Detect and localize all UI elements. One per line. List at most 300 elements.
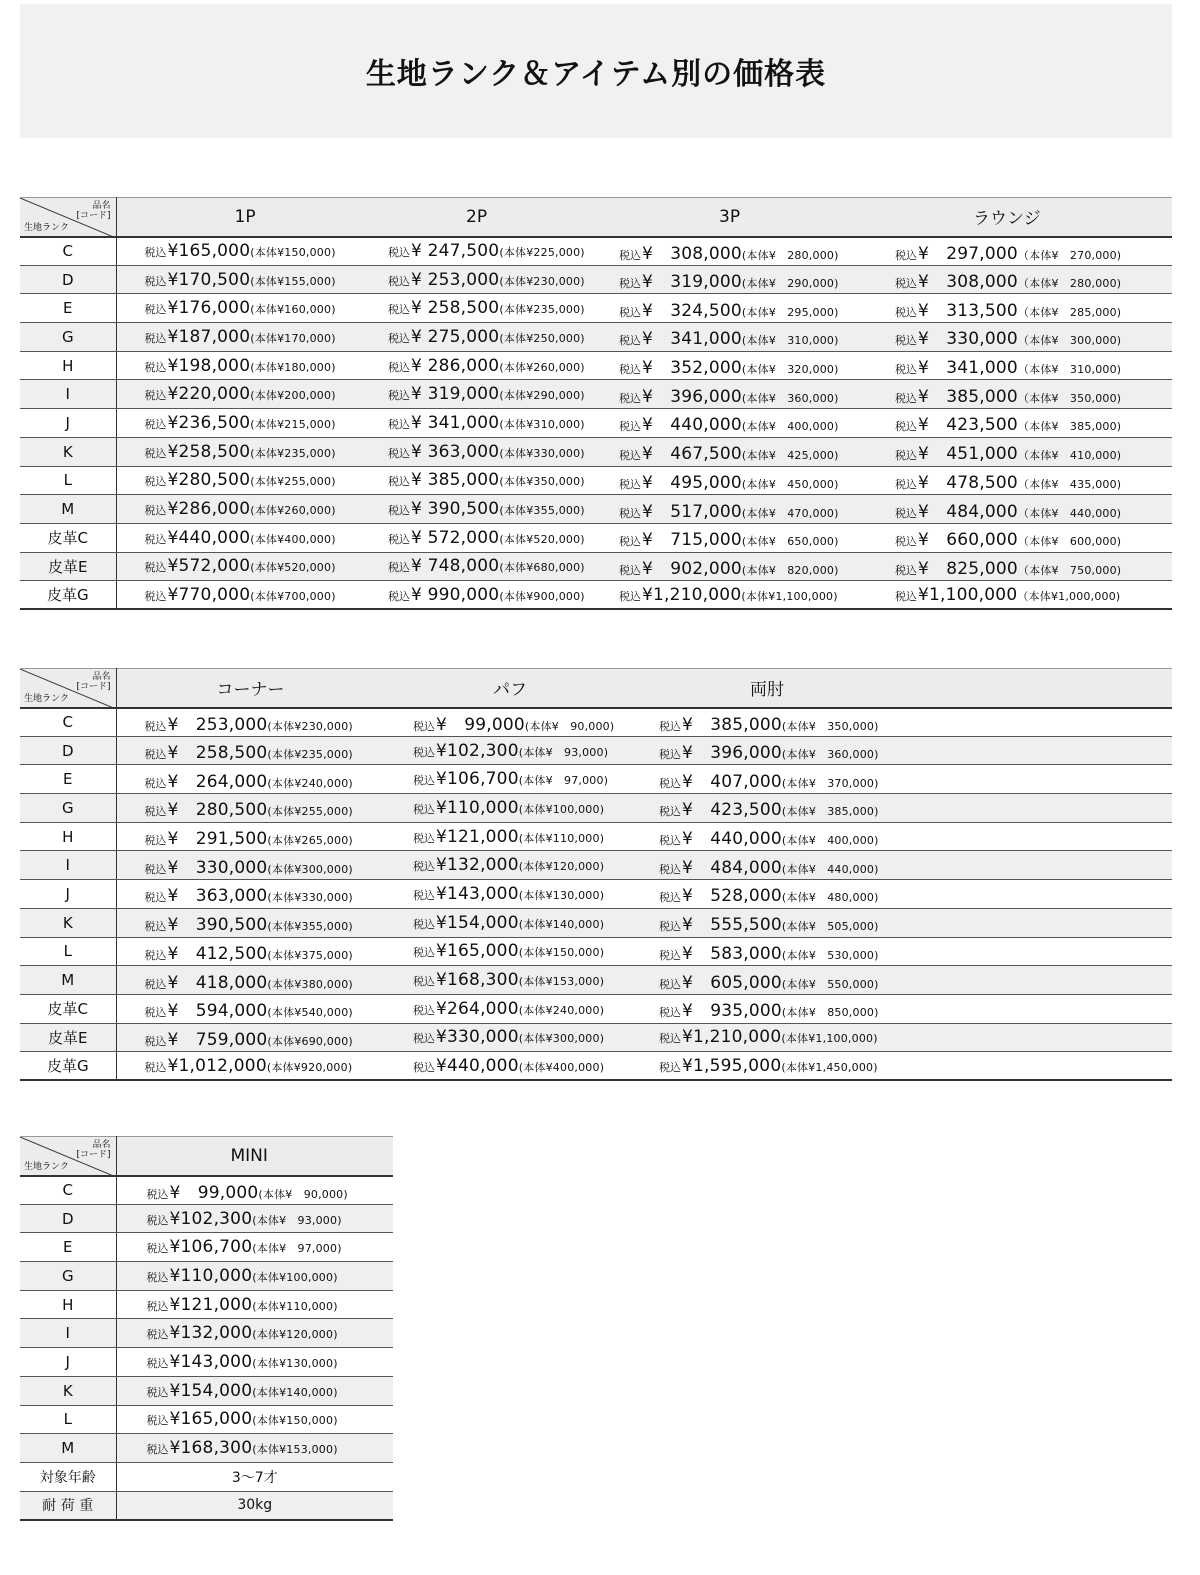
price-cell [116,1290,393,1319]
base-price: (本体¥ 310,000) [741,334,839,348]
tax-incl-price: ¥ 495,000 [642,472,742,493]
tax-incl-price: ¥ 478,500 [918,472,1018,493]
table-row [20,1348,393,1377]
base-price: (本体¥215,000) [250,417,336,431]
tax-incl-label: 税込 [146,1328,169,1342]
tax-incl-label: 税込 [895,563,917,577]
base-price: (本体¥400,000) [250,532,336,546]
tax-incl-price: ¥ 396,000 [682,743,782,764]
price-cell [116,265,361,294]
price-cell [633,736,1172,765]
base-price: （本体¥ 285,000) [1017,305,1122,319]
tax-incl-label: 税込 [144,719,167,733]
tax-incl-price: ¥286,000 [167,499,251,520]
price-cell [633,937,1172,966]
base-price: (本体¥240,000) [518,1003,605,1017]
price-cell [116,409,361,438]
rank-cell: G [20,323,116,352]
base-price: (本体¥920,000) [266,1060,353,1074]
table-row [20,765,1172,794]
price-cell [361,265,603,294]
price-cell [116,1204,393,1233]
price-cell [873,581,1172,610]
col-header-mini: MINI [116,1137,393,1176]
tax-incl-label: 税込 [413,975,435,989]
price-cell [633,1052,1172,1081]
price-cell [361,466,603,495]
tax-incl-label: 税込 [895,477,917,491]
tax-incl-price: ¥ 385,000 [918,386,1018,407]
tax-incl-price: ¥165,000 [167,241,251,262]
tax-incl-label: 税込 [659,1006,681,1020]
tax-incl-label: 税込 [144,360,167,374]
col-header-both-arms: 両肘 [633,669,1172,708]
rank-cell: H [20,351,116,380]
table-row [20,495,1172,524]
tax-incl-price: ¥ 385,000 [411,470,500,491]
table-row [20,581,1172,610]
tax-incl-label: 税込 [619,248,641,262]
tax-incl-label: 税込 [144,920,167,934]
base-price: (本体¥330,000) [267,891,353,905]
tax-incl-price: ¥ 440,000 [642,415,742,436]
price-cell [116,994,383,1023]
rank-cell: J [20,409,116,438]
tax-incl-label: 税込 [895,589,917,603]
price-cell [633,794,1172,823]
price-cell [116,1176,393,1205]
base-price: （本体¥ 280,000) [1017,277,1122,291]
rank-cell: E [20,294,116,323]
table-row [20,437,1172,466]
tax-incl-label: 税込 [659,862,681,876]
base-price: (本体¥225,000) [499,246,585,260]
price-cell [383,994,633,1023]
price-cell [116,880,383,909]
price-cell [116,523,361,552]
base-price: (本体¥155,000) [250,274,336,288]
price-cell [361,495,603,524]
tax-incl-label: 税込 [895,506,917,520]
base-price: (本体¥ 480,000) [781,891,879,905]
tax-incl-label: 税込 [413,774,435,788]
table-row [20,994,1172,1023]
rank-cell: M [20,966,116,995]
tax-incl-price: ¥ 583,000 [682,943,782,964]
price-cell [361,323,603,352]
price-cell [116,708,383,737]
base-price: (本体¥153,000) [252,1443,338,1457]
price-cell [383,1023,633,1052]
price-cell [383,822,633,851]
price-cell [116,323,361,352]
base-price: (本体¥160,000) [250,303,336,317]
corner-label-rank: 生地ランク [24,222,69,233]
tax-incl-label: 税込 [619,535,641,549]
base-price: (本体¥ 350,000) [781,719,879,733]
base-price: (本体¥110,000) [252,1299,338,1313]
tax-incl-price: ¥ 258,500 [167,743,268,764]
tax-incl-price: ¥ 313,500 [918,300,1018,321]
tax-incl-label: 税込 [144,274,167,288]
tax-incl-label: 税込 [144,504,167,518]
tax-incl-price: ¥236,500 [167,412,251,433]
tax-incl-price: ¥440,000 [436,1055,519,1076]
tax-incl-label: 税込 [659,719,681,733]
tax-incl-price: ¥1,595,000 [682,1055,782,1076]
tax-incl-label: 税込 [659,948,681,962]
rank-cell: C [20,237,116,266]
table-row [20,1376,393,1405]
tax-incl-price: ¥ 324,500 [642,300,742,321]
tax-incl-label: 税込 [413,719,435,733]
rank-cell: 皮革G [20,1052,116,1081]
tax-incl-label: 税込 [144,834,167,848]
price-cell [603,265,873,294]
tax-incl-price: ¥264,000 [436,998,519,1019]
price-cell [116,736,383,765]
corner-item-name [76,201,110,221]
base-price: (本体¥355,000) [267,920,353,934]
tax-incl-label: 税込 [144,805,167,819]
tax-incl-price: ¥ 286,000 [411,355,500,376]
base-price: (本体¥ 820,000) [741,563,839,577]
rank-cell: D [20,265,116,294]
tax-incl-label: 税込 [388,331,410,345]
base-price: （本体¥ 440,000) [1017,506,1122,520]
price-cell [873,323,1172,352]
price-cell [361,351,603,380]
base-price: （本体¥ 385,000) [1017,420,1122,434]
base-price: (本体¥150,000) [252,1414,338,1428]
base-price: （本体¥ 310,000) [1017,363,1122,377]
tax-incl-price: ¥ 484,000 [682,857,782,878]
base-price: (本体¥330,000) [499,446,585,460]
base-price: (本体¥ 530,000) [781,948,879,962]
tax-incl-label: 税込 [895,449,917,463]
tax-incl-label: 税込 [619,363,641,377]
rank-cell: C [20,708,116,737]
tax-incl-price: ¥ 363,000 [167,886,268,907]
base-price: (本体¥120,000) [252,1328,338,1342]
meta-value: 30kg [116,1491,393,1520]
base-price: (本体¥140,000) [252,1385,338,1399]
tax-incl-price: ¥ 280,500 [167,800,268,821]
price-cell [116,908,383,937]
tax-incl-price: ¥ 605,000 [682,972,782,993]
tax-incl-price: ¥165,000 [169,1409,253,1430]
rank-cell: G [20,794,116,823]
tax-incl-price: ¥ 572,000 [411,527,500,548]
tax-incl-label: 税込 [895,420,917,434]
tax-incl-label: 税込 [619,589,641,603]
tax-incl-price: ¥ 352,000 [642,358,742,379]
tax-incl-label: 税込 [619,305,641,319]
tax-incl-price: ¥143,000 [169,1351,253,1372]
table-row [20,1176,393,1205]
tax-incl-label: 税込 [413,831,435,845]
price-cell [603,466,873,495]
price-cell [116,966,383,995]
tax-incl-price: ¥ 990,000 [411,584,500,605]
price-cell [603,581,873,610]
table-row [20,552,1172,581]
corner-label-rank: 生地ランク [24,1161,69,1172]
col-header-corner: コーナー [116,669,383,708]
tax-incl-label: 税込 [146,1213,169,1227]
tax-incl-price: ¥ 99,000 [169,1182,259,1203]
tax-incl-price: ¥ 418,000 [167,972,268,993]
price-cell [633,708,1172,737]
price-cell [383,794,633,823]
table-row [20,851,1172,880]
base-price: (本体¥250,000) [499,331,585,345]
tax-incl-price: ¥330,000 [436,1027,519,1048]
tax-incl-price: ¥ 423,500 [682,800,782,821]
tax-incl-label: 税込 [146,1242,169,1256]
tax-incl-label: 税込 [659,1060,681,1074]
table-row [20,409,1172,438]
price-cell [383,1052,633,1081]
price-cell [361,581,603,610]
tax-incl-price: ¥1,100,000 [918,584,1018,605]
rank-cell: K [20,908,116,937]
price-cell [603,380,873,409]
tax-incl-price: ¥106,700 [436,769,519,790]
tax-incl-price: ¥ 407,000 [682,771,782,792]
base-price: (本体¥1,450,000) [781,1060,878,1074]
price-cell [873,466,1172,495]
base-price: (本体¥680,000) [499,561,585,575]
table-row [20,380,1172,409]
price-cell [361,409,603,438]
meta-label: 耐 荷 重 [20,1491,116,1520]
rank-cell: 皮革C [20,523,116,552]
price-cell [116,437,361,466]
tax-incl-label: 税込 [619,449,641,463]
price-cell [603,294,873,323]
price-cell [603,237,873,266]
base-price: (本体¥153,000) [518,975,605,989]
base-price: (本体¥ 320,000) [741,363,839,377]
tax-incl-label: 税込 [619,334,641,348]
rank-cell: G [20,1262,116,1291]
tax-incl-price: ¥ 297,000 [918,243,1018,264]
tax-incl-price: ¥1,210,000 [642,584,742,605]
base-price: (本体¥ 400,000) [741,420,839,434]
tax-incl-label: 税込 [895,248,917,262]
price-cell [116,1376,393,1405]
tax-incl-label: 税込 [144,417,167,431]
tax-incl-price: ¥ 412,500 [167,943,268,964]
tax-incl-label: 税込 [895,535,917,549]
table-row [20,794,1172,823]
base-price: (本体¥690,000) [267,1034,353,1048]
tax-incl-price: ¥440,000 [167,527,251,548]
table-row [20,351,1172,380]
price-cell [116,495,361,524]
tax-incl-label: 税込 [413,745,435,759]
tax-incl-price: ¥ 935,000 [682,1001,782,1022]
price-cell [603,351,873,380]
price-cell [633,994,1172,1023]
tax-incl-label: 税込 [144,748,167,762]
base-price: (本体¥ 295,000) [741,305,839,319]
corner-label-code: [コード] [76,211,111,221]
price-cell [873,409,1172,438]
tax-incl-price: ¥ 517,000 [642,501,742,522]
tax-incl-label: 税込 [619,477,641,491]
tax-incl-price: ¥ 423,500 [918,415,1018,436]
meta-row [20,1491,393,1520]
tax-incl-label: 税込 [659,1032,681,1046]
tax-incl-label: 税込 [144,589,167,603]
tax-incl-price: ¥ 291,500 [167,829,268,850]
corner-label-code: [コード] [76,682,111,692]
base-price: (本体¥235,000) [499,303,585,317]
tax-incl-label: 税込 [659,834,681,848]
tax-incl-label: 税込 [388,561,410,575]
base-price: (本体¥ 505,000) [781,920,879,934]
base-price: (本体¥265,000) [267,834,353,848]
base-price: (本体¥ 450,000) [741,477,839,491]
base-price: (本体¥ 93,000) [518,745,609,759]
base-price: (本体¥100,000) [518,802,605,816]
price-cell [633,966,1172,995]
price-cell [603,437,873,466]
price-cell [116,1405,393,1434]
rank-cell: H [20,1290,116,1319]
price-cell [603,523,873,552]
tax-incl-label: 税込 [388,303,410,317]
tax-incl-price: ¥187,000 [167,326,251,347]
price-cell [633,1023,1172,1052]
base-price: (本体¥520,000) [499,532,585,546]
base-price: (本体¥230,000) [267,719,353,733]
tax-incl-label: 税込 [388,532,410,546]
tax-incl-label: 税込 [144,862,167,876]
tax-incl-price: ¥ 440,000 [682,829,782,850]
price-cell [383,765,633,794]
tax-incl-label: 税込 [413,1003,435,1017]
tax-incl-price: ¥ 390,500 [411,499,500,520]
tax-incl-label: 税込 [144,475,167,489]
tax-incl-price: ¥121,000 [169,1294,253,1315]
price-cell [116,237,361,266]
rank-cell: L [20,466,116,495]
col-header-3p: 3P [603,198,873,237]
base-price: (本体¥ 280,000) [741,248,839,262]
corner-item-name [76,1140,110,1160]
base-price: (本体¥100,000) [252,1270,338,1284]
base-price: (本体¥200,000) [250,389,336,403]
tax-incl-price: ¥770,000 [167,584,251,605]
base-price: (本体¥ 400,000) [781,834,879,848]
price-cell [116,822,383,851]
base-price: (本体¥350,000) [499,475,585,489]
tax-incl-label: 税込 [144,561,167,575]
price-cell [873,237,1172,266]
col-header-2p: 2P [361,198,603,237]
table-row [20,323,1172,352]
tax-incl-price: ¥ 258,500 [411,298,500,319]
tax-incl-label: 税込 [659,977,681,991]
tax-incl-price: ¥ 528,000 [682,886,782,907]
rank-cell: K [20,437,116,466]
price-cell [383,966,633,995]
price-cell [361,437,603,466]
base-price: (本体¥380,000) [267,977,353,991]
table-row [20,265,1172,294]
title-band [20,4,1172,138]
corner-label-name: 品名 [92,672,111,682]
price-cell [116,552,361,581]
price-cell [361,380,603,409]
tax-incl-label: 税込 [388,417,410,431]
base-price: (本体¥ 470,000) [741,506,839,520]
price-cell [116,1348,393,1377]
tax-incl-price: ¥ 484,000 [918,501,1018,522]
base-price: (本体¥110,000) [518,831,605,845]
table-row [20,937,1172,966]
tax-incl-label: 税込 [146,1385,169,1399]
header-corner [20,1137,116,1176]
tax-incl-price: ¥ 555,500 [682,915,782,936]
base-price: （本体¥ 410,000) [1017,449,1122,463]
tax-incl-label: 税込 [144,446,167,460]
tax-incl-label: 税込 [144,776,167,790]
price-cell [383,851,633,880]
price-cell [116,1052,383,1081]
table-row [20,1290,393,1319]
price-table-sofa [20,197,1172,610]
base-price: (本体¥ 385,000) [781,805,879,819]
meta-row [20,1462,393,1491]
base-price: (本体¥375,000) [267,948,353,962]
base-price: (本体¥ 97,000) [252,1242,342,1256]
base-price: (本体¥120,000) [518,860,605,874]
tax-incl-label: 税込 [388,274,410,288]
table-row [20,523,1172,552]
rank-cell: I [20,1319,116,1348]
tax-incl-price: ¥572,000 [167,556,251,577]
tax-incl-label: 税込 [144,389,167,403]
tax-incl-label: 税込 [895,305,917,319]
base-price: (本体¥ 90,000) [258,1187,348,1201]
price-cell [116,466,361,495]
tax-incl-label: 税込 [388,389,410,403]
price-cell [116,937,383,966]
tax-incl-label: 税込 [619,420,641,434]
header-corner [20,669,116,708]
tax-incl-label: 税込 [144,246,167,260]
price-cell [633,822,1172,851]
tax-incl-price: ¥176,000 [167,298,251,319]
tax-incl-label: 税込 [659,748,681,762]
tax-incl-price: ¥220,000 [167,384,251,405]
tax-incl-price: ¥154,000 [169,1380,253,1401]
tax-incl-label: 税込 [413,946,435,960]
price-cell [116,1233,393,1262]
price-cell [873,552,1172,581]
corner-label-name: 品名 [92,1140,111,1150]
base-price: (本体¥ 850,000) [781,1006,879,1020]
price-cell [633,851,1172,880]
price-cell [361,523,603,552]
base-price: （本体¥ 270,000) [1017,248,1122,262]
tax-incl-price: ¥168,300 [436,970,519,991]
base-price: （本体¥ 350,000) [1017,391,1122,405]
